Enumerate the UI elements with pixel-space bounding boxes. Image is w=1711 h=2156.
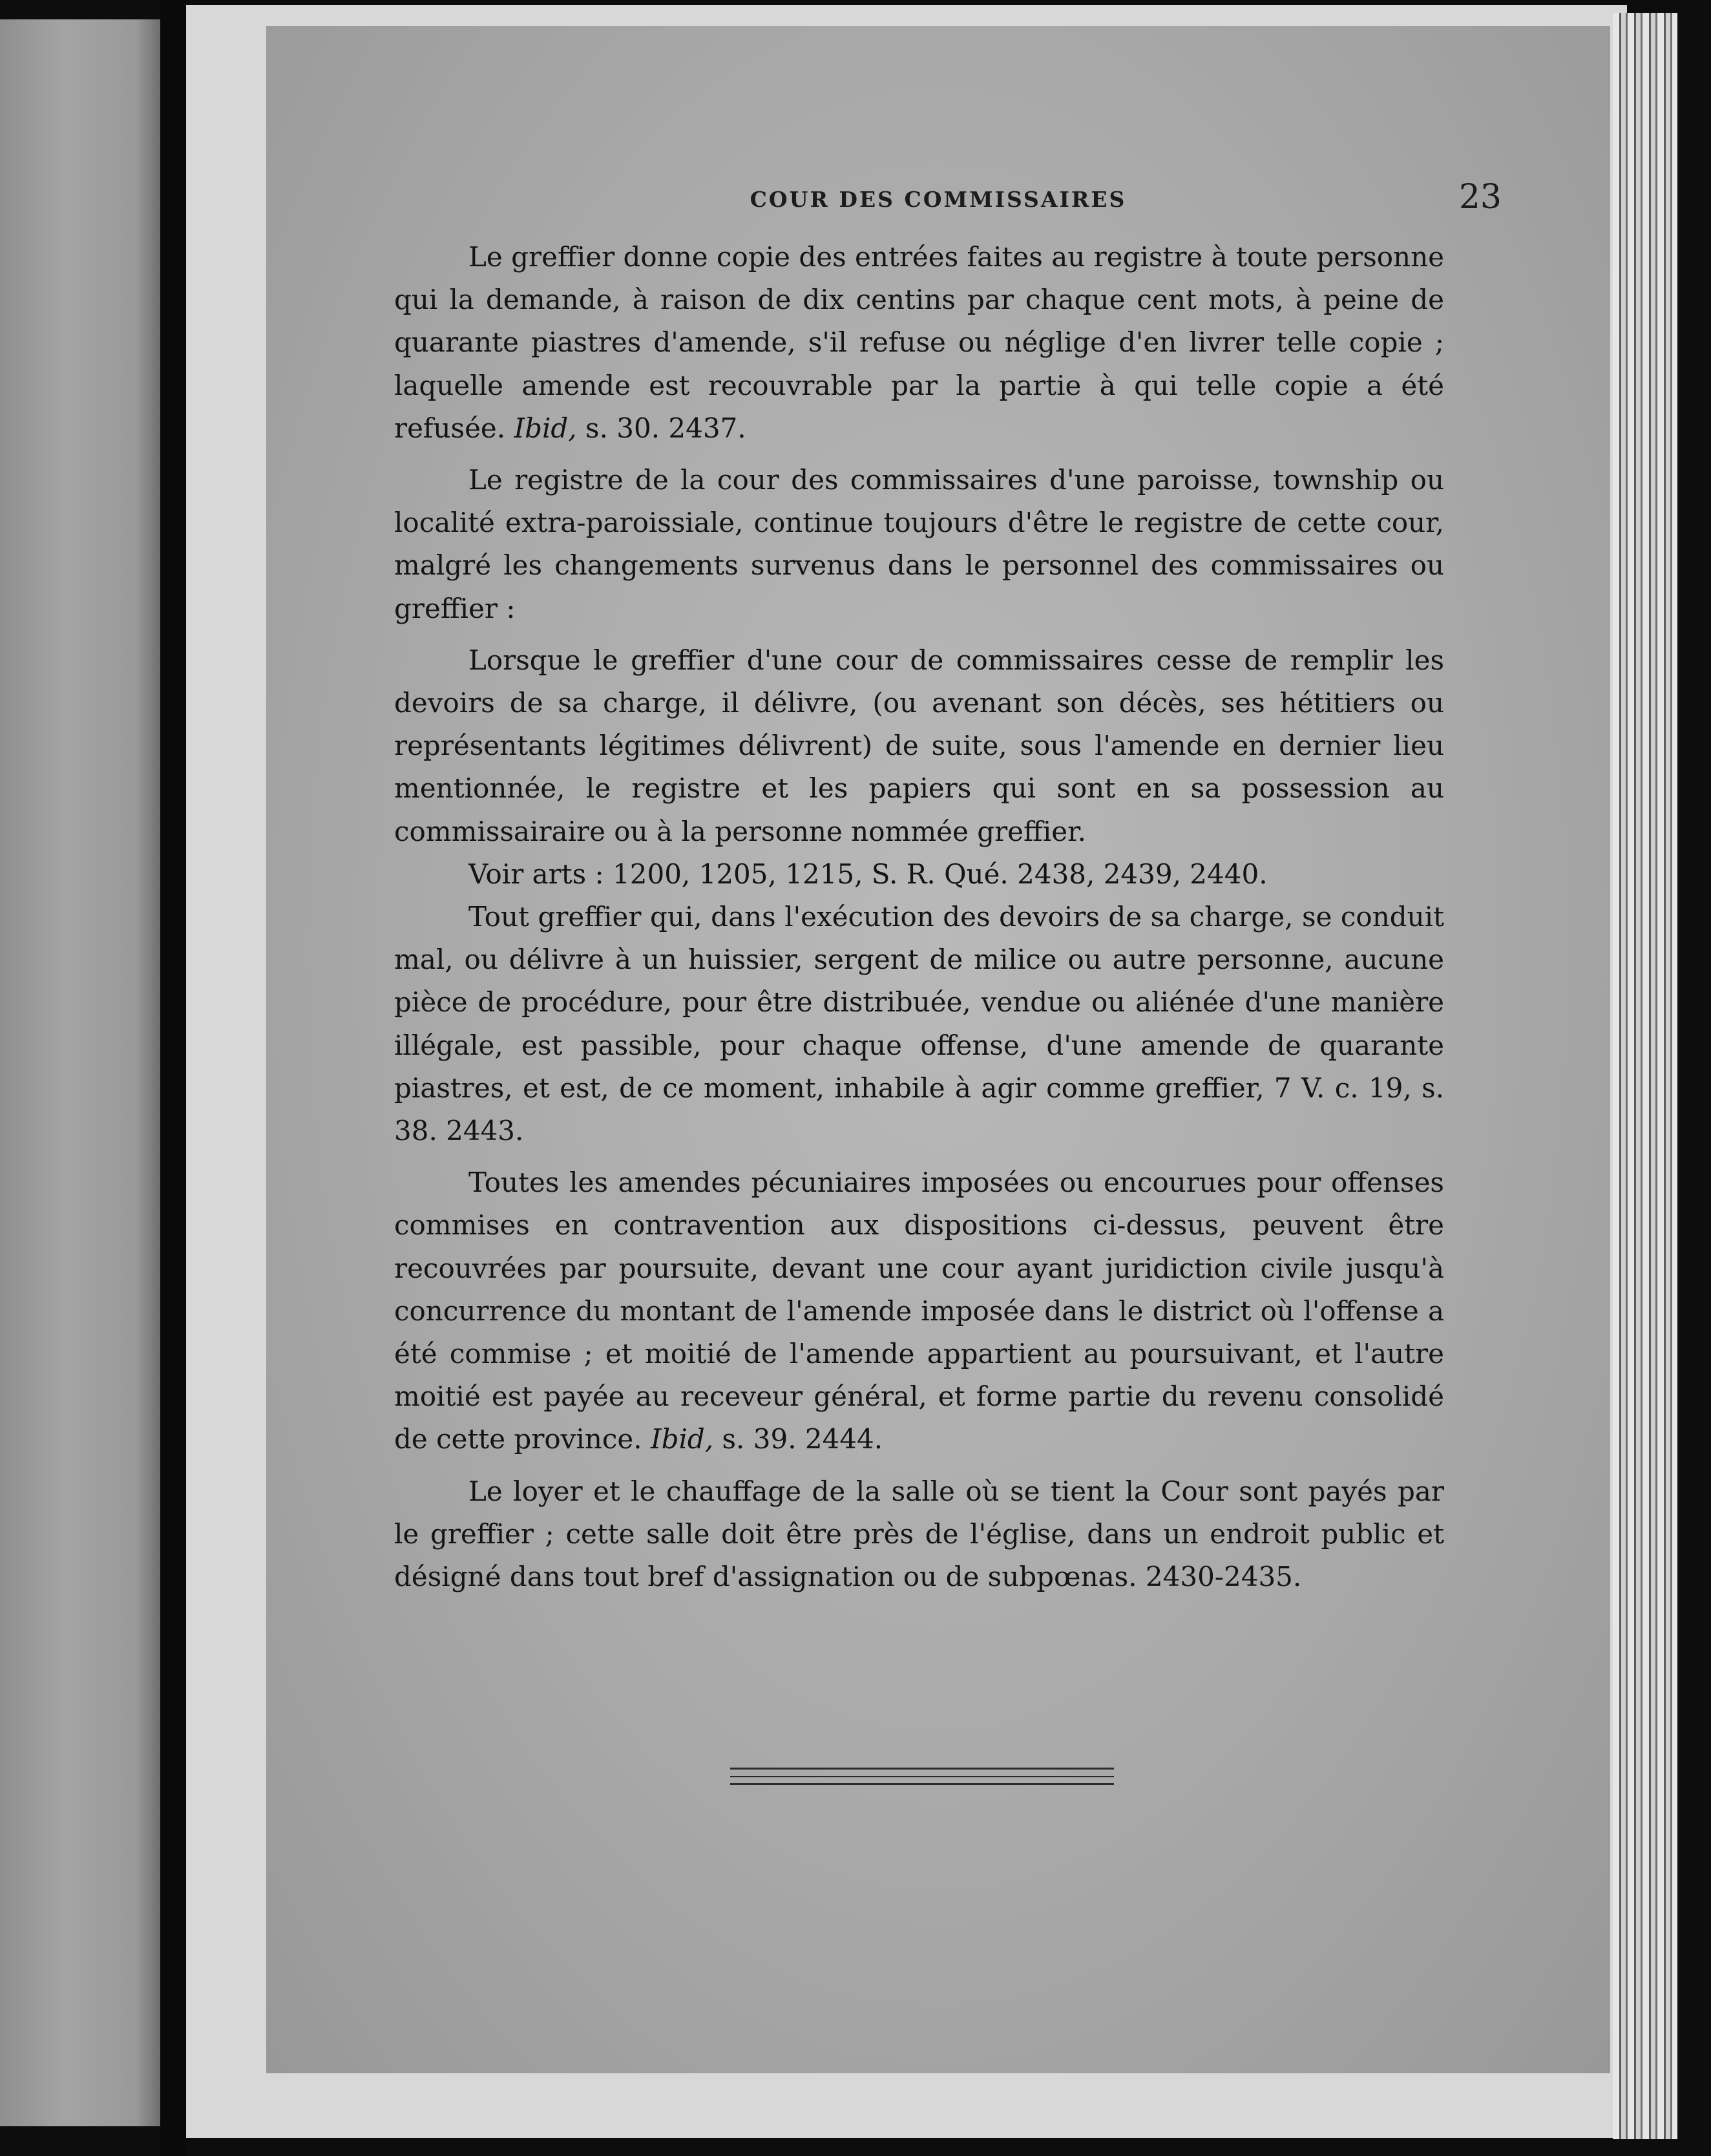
end-rule-middle <box>730 1776 1114 1777</box>
paragraph-6 <box>394 1161 1444 1461</box>
page-number: 23 <box>1458 178 1502 217</box>
end-rule-bottom <box>730 1783 1114 1785</box>
page-stack-edges <box>1613 13 1677 2139</box>
facing-page-edge <box>0 19 160 2126</box>
paragraph-6-tail: s. 39. 2444. <box>713 1423 883 1455</box>
running-title: COUR DES COMMISSAIRES <box>750 187 1127 212</box>
book-page <box>266 26 1610 2073</box>
gutter-shadow <box>160 0 186 2156</box>
paragraph-5: Tout greffier qui, dans l'exécution des devoirs de sa charge, se conduit mal, ou délivre à un huissier, sergent de milice ou autre personne, aucune pièce de procédure, pour être distribuée, vendue ou aliénée d'une manière illégale, est passible, pour chaque offense, d'une amende de quarante piastres, et est, de ce moment, inhabile à agir comme greffier, 7 V. c. 19, s. 38. 2443. <box>394 901 1444 1147</box>
paragraph-6-ref: Ibid, <box>650 1423 714 1455</box>
paragraph-1-ref: Ibid, <box>514 412 577 444</box>
paragraph-1 <box>394 236 1444 450</box>
body-text <box>394 236 1444 1598</box>
paragraph-7: Le loyer et le chauffage de la salle où se tient la Cour sont payés par le greffier ; cette salle doit être près de l'église, dans un endroit public et désigné dans tout bref d'assignation ou de subpœnas. 2430-2435. <box>394 1475 1444 1593</box>
paragraph-6-text: Toutes les amendes pécuniaires imposées ou encourues pour offenses commises en contravention aux dispositions ci-dessus, peuvent être recouvrées par poursuite, devant une cour ayant juridiction civile jusqu'à concurrence du montant de l'amende imposée dans le district où l'offense a été commise ; et moitié de l'amende appartient au poursuivant, et l'autre moitié est payée au receveur général, et forme partie du revenu consolidé de cette province. <box>394 1167 1444 1455</box>
paragraph-1-text: Le greffier donne copie des entrées faites au registre à toute personne qui la demande, à raison de dix centins par chaque cent mots, à peine de quarante piastres d'amende, s'il refuse ou néglige d'en livrer telle copie ; laquelle amende est recouvrable par la partie à qui telle copie a été refusée. <box>394 241 1444 444</box>
paragraph-4: Voir arts : 1200, 1205, 1215, S. R. Qué. 2438, 2439, 2440. <box>468 858 1268 890</box>
end-rule-top <box>730 1768 1114 1770</box>
paragraph-3: Lorsque le greffier d'une cour de commissaires cesse de remplir les devoirs de sa charge, il délivre, (ou avenant son décès, ses hétitiers ou représentants légitimes délivrent) de suite, sous l'amende en dernier lieu mentionnée, le registre et les papiers qui sont en sa possession au commissairaire ou à la personne nommée greffier. <box>394 644 1444 847</box>
page-header <box>266 178 1610 217</box>
paragraph-2: Le registre de la cour des commissaires d'une paroisse, township ou localité extra-paroissiale, continue toujours d'être le registre de cette cour, malgré les changements survenus dans le personnel des commissaires ou greffier : <box>394 464 1444 624</box>
paragraph-1-tail: s. 30. 2437. <box>576 412 746 444</box>
